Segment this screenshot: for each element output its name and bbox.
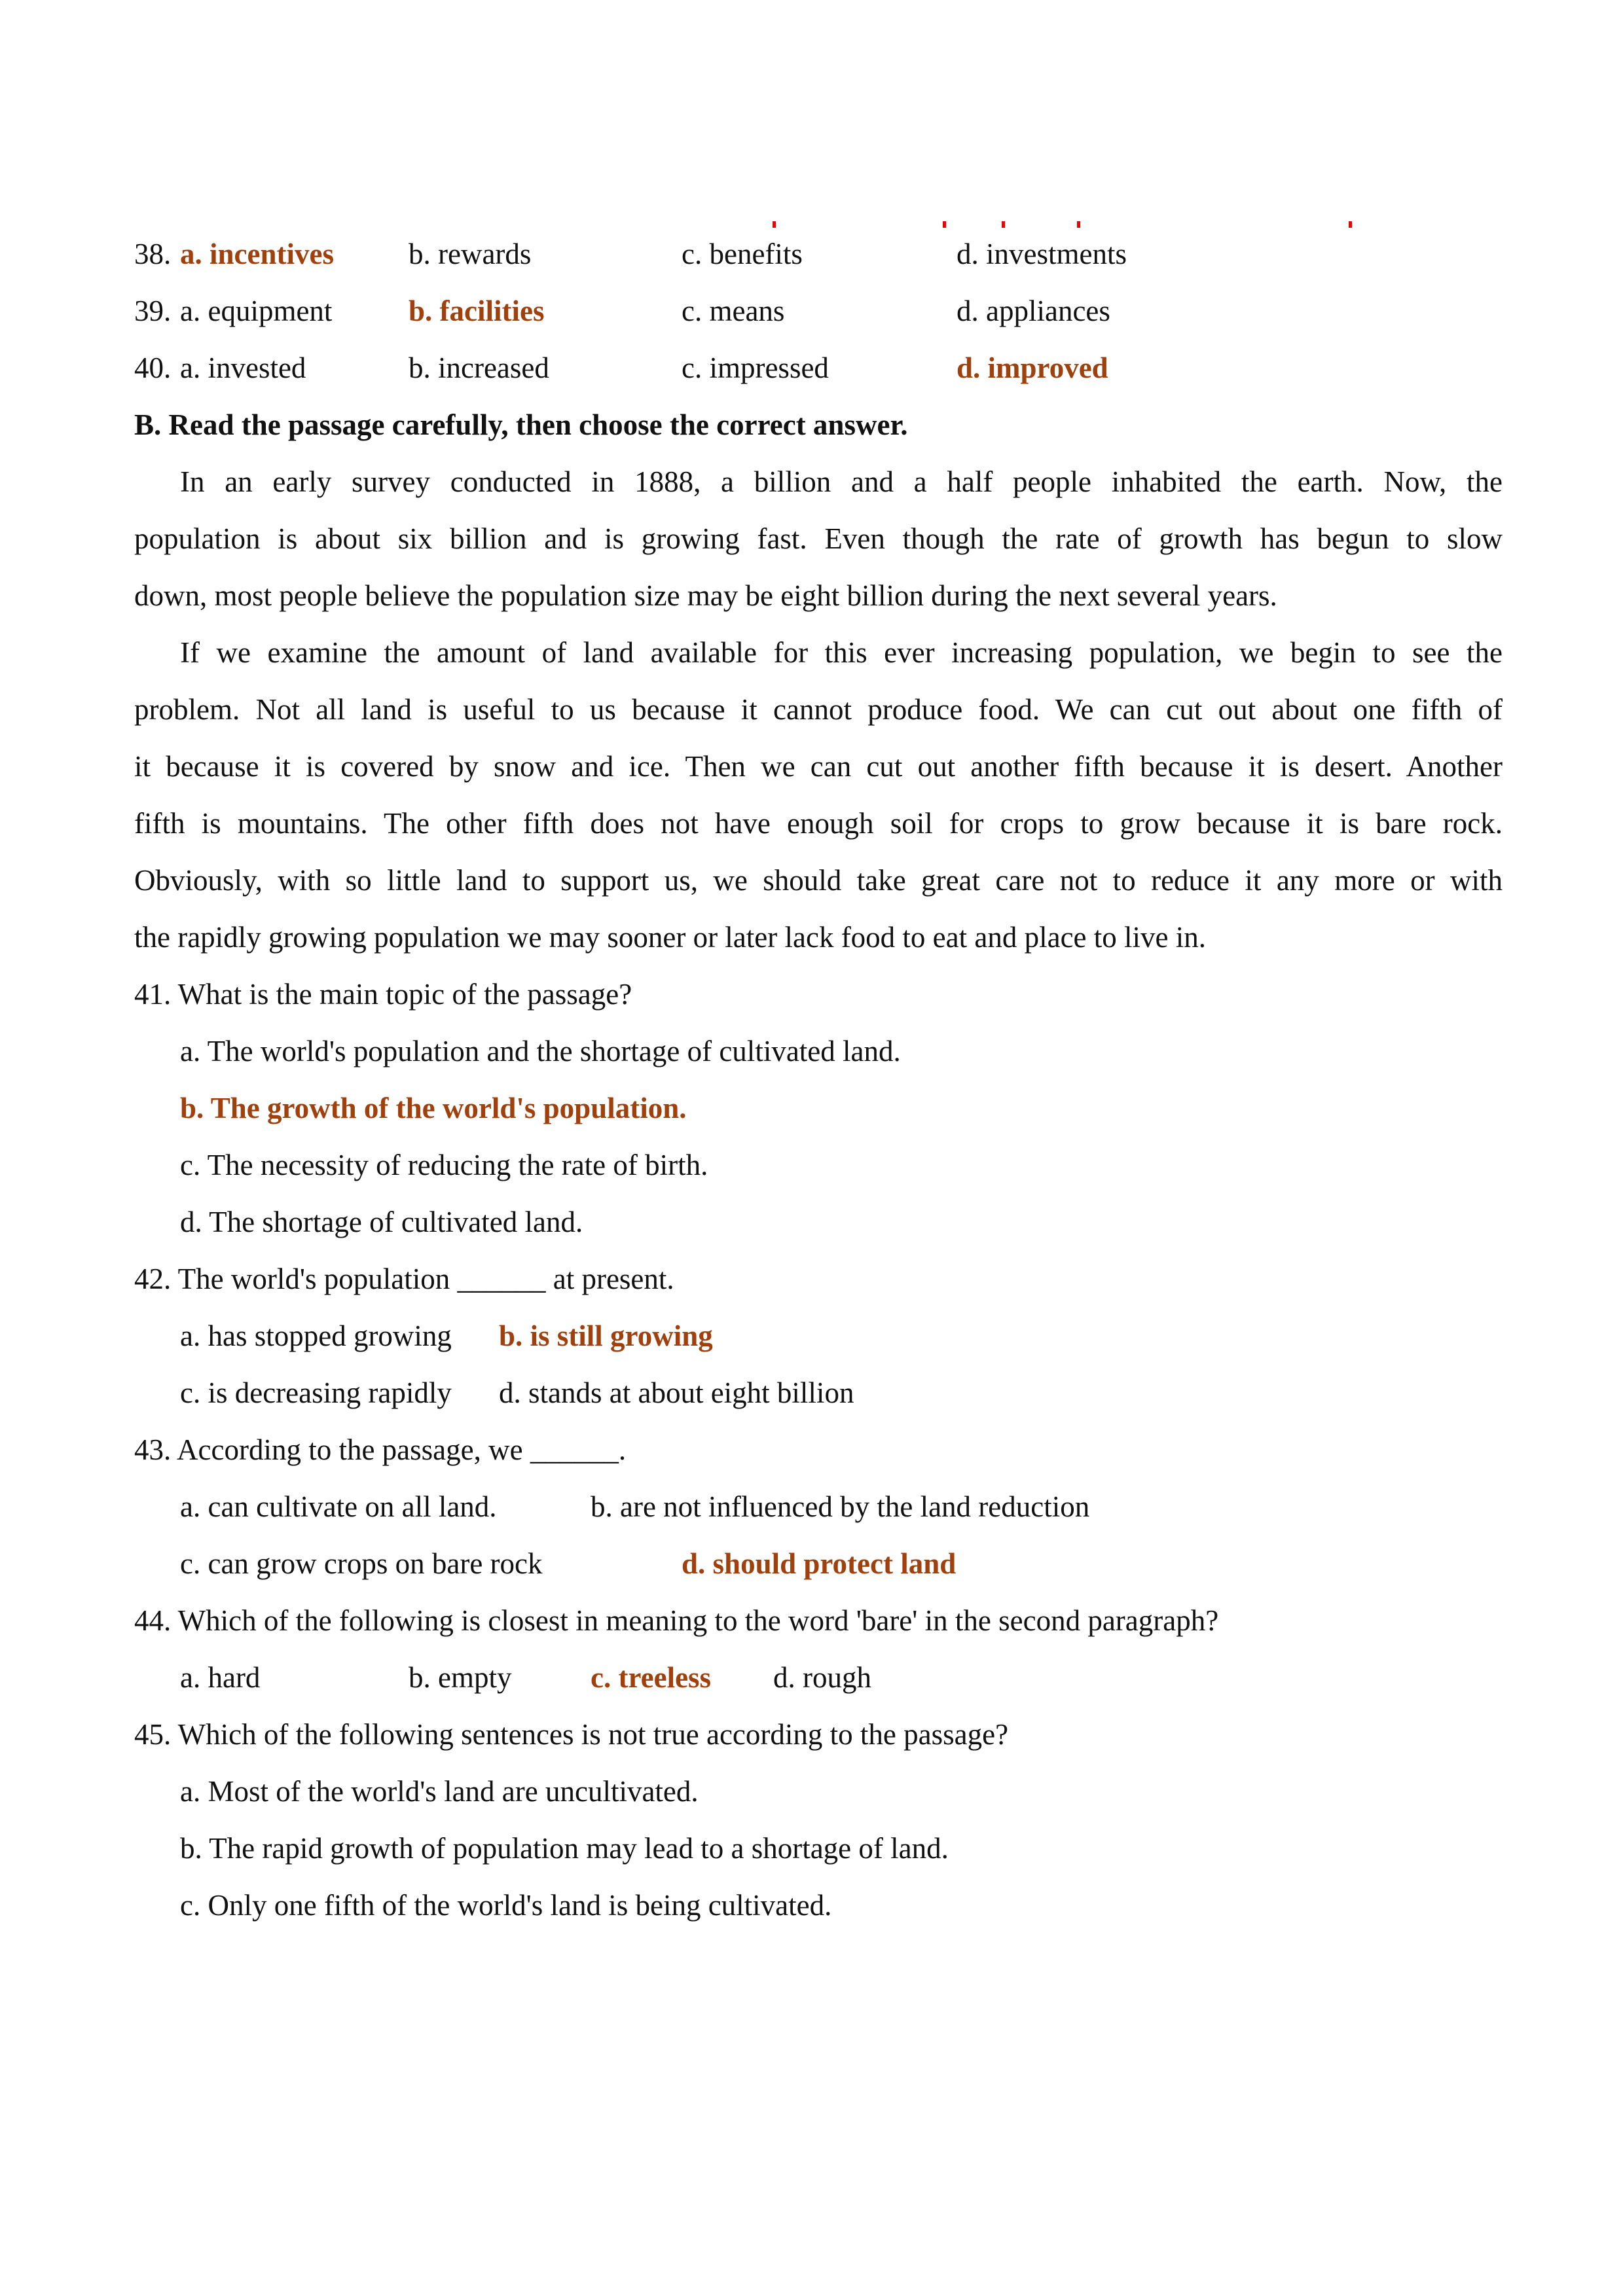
passage-line: In an early survey conducted in 1888, a billion and a half people inhabited the earth. Now, the <box>180 465 1503 498</box>
passage-line: it because it is covered by snow and ice. Then we can cut out another fifth because it is desert. Another <box>134 750 1503 783</box>
passage-line: the rapidly growing population we may sooner or later lack food to eat and place to live in. <box>134 921 1207 954</box>
option-b: b. rewards <box>409 238 532 270</box>
option-a-answer: a. incentives <box>180 238 334 270</box>
q41-option-d: d. The shortage of cultivated land. <box>180 1206 583 1238</box>
question-number: 40. <box>134 351 172 384</box>
option-d: d. appliances <box>957 295 1110 327</box>
passage-line: problem. Not all land is useful to us because it cannot produce food. We can cut out about one fifth of <box>134 693 1503 726</box>
question-45-stem: 45. Which of the following sentences is not true according to the passage? <box>134 1718 1009 1751</box>
q41-option-a: a. The world's population and the shortage of cultivated land. <box>180 1035 901 1067</box>
question-38-row <box>134 226 1503 283</box>
question-40-row <box>134 340 1503 397</box>
passage-paragraph-2 <box>134 624 1503 966</box>
q44-options-row <box>134 1649 1503 1706</box>
q41-option-c: c. The necessity of reducing the rate of birth. <box>180 1149 708 1181</box>
option-c: c. benefits <box>682 238 803 270</box>
q45-option-b: b. The rapid growth of population may lead to a shortage of land. <box>180 1832 949 1865</box>
q45-option-c: c. Only one fifth of the world's land is being cultivated. <box>180 1889 832 1922</box>
question-41-stem: 41. What is the main topic of the passage? <box>134 978 632 1011</box>
question-number: 39. <box>134 295 172 327</box>
option-c: c. impressed <box>682 351 829 384</box>
passage-paragraph-1 <box>134 454 1503 624</box>
q43-options-row-2 <box>134 1535 1503 1592</box>
option-a: a. equipment <box>180 295 333 327</box>
q42-option-d: d. stands at about eight billion <box>499 1376 854 1409</box>
option-d: d. investments <box>957 238 1127 270</box>
worksheet-page <box>134 226 1503 1934</box>
option-d-answer: d. improved <box>957 351 1108 384</box>
q43-options-row-1 <box>134 1479 1503 1535</box>
q45-option-a: a. Most of the world's land are uncultivated. <box>180 1775 699 1808</box>
section-b-heading: B. Read the passage carefully, then choose the correct answer. <box>134 408 908 441</box>
question-number: 38. <box>134 238 172 270</box>
passage-line: If we examine the amount of land available for this ever increasing population, we begin to see the <box>180 636 1503 669</box>
question-39-row <box>134 283 1503 340</box>
passage-line: Obviously, with so little land to support us, we should take great care not to reduce it any more or with <box>134 864 1503 897</box>
q42-option-c: c. is decreasing rapidly <box>180 1376 452 1409</box>
q42-options-row-1 <box>134 1308 1503 1365</box>
q44-option-d: d. rough <box>773 1661 871 1694</box>
option-a: a. invested <box>180 351 306 384</box>
passage-line: population is about six billion and is growing fast. Even though the rate of growth has begun to slow <box>134 522 1503 555</box>
passage-line: down, most people believe the population size may be eight billion during the next several years. <box>134 579 1277 612</box>
question-42-stem: 42. The world's population ______ at present. <box>134 1263 674 1295</box>
option-b-answer: b. facilities <box>409 295 545 327</box>
q44-option-b: b. empty <box>409 1661 512 1694</box>
option-c: c. means <box>682 295 785 327</box>
q42-option-a: a. has stopped growing <box>180 1319 452 1352</box>
passage-line: fifth is mountains. The other fifth does not have enough soil for crops to grow because it is bare rock. <box>134 807 1503 840</box>
q42-options-row-2 <box>134 1365 1503 1422</box>
q42-option-b-answer: b. is still growing <box>499 1319 713 1352</box>
question-43-stem: 43. According to the passage, we ______. <box>134 1433 627 1466</box>
q44-option-a: a. hard <box>180 1661 261 1694</box>
q43-option-d-answer: d. should protect land <box>682 1547 957 1580</box>
option-b: b. increased <box>409 351 549 384</box>
q43-option-b: b. are not influenced by the land reduction <box>591 1490 1090 1523</box>
q44-option-c-answer: c. treeless <box>591 1661 712 1694</box>
q41-option-b-answer: b. The growth of the world's population. <box>180 1092 687 1124</box>
q43-option-a: a. can cultivate on all land. <box>180 1490 497 1523</box>
q43-option-c: c. can grow crops on bare rock <box>180 1547 543 1580</box>
question-44-stem: 44. Which of the following is closest in meaning to the word 'bare' in the second paragraph? <box>134 1604 1219 1637</box>
